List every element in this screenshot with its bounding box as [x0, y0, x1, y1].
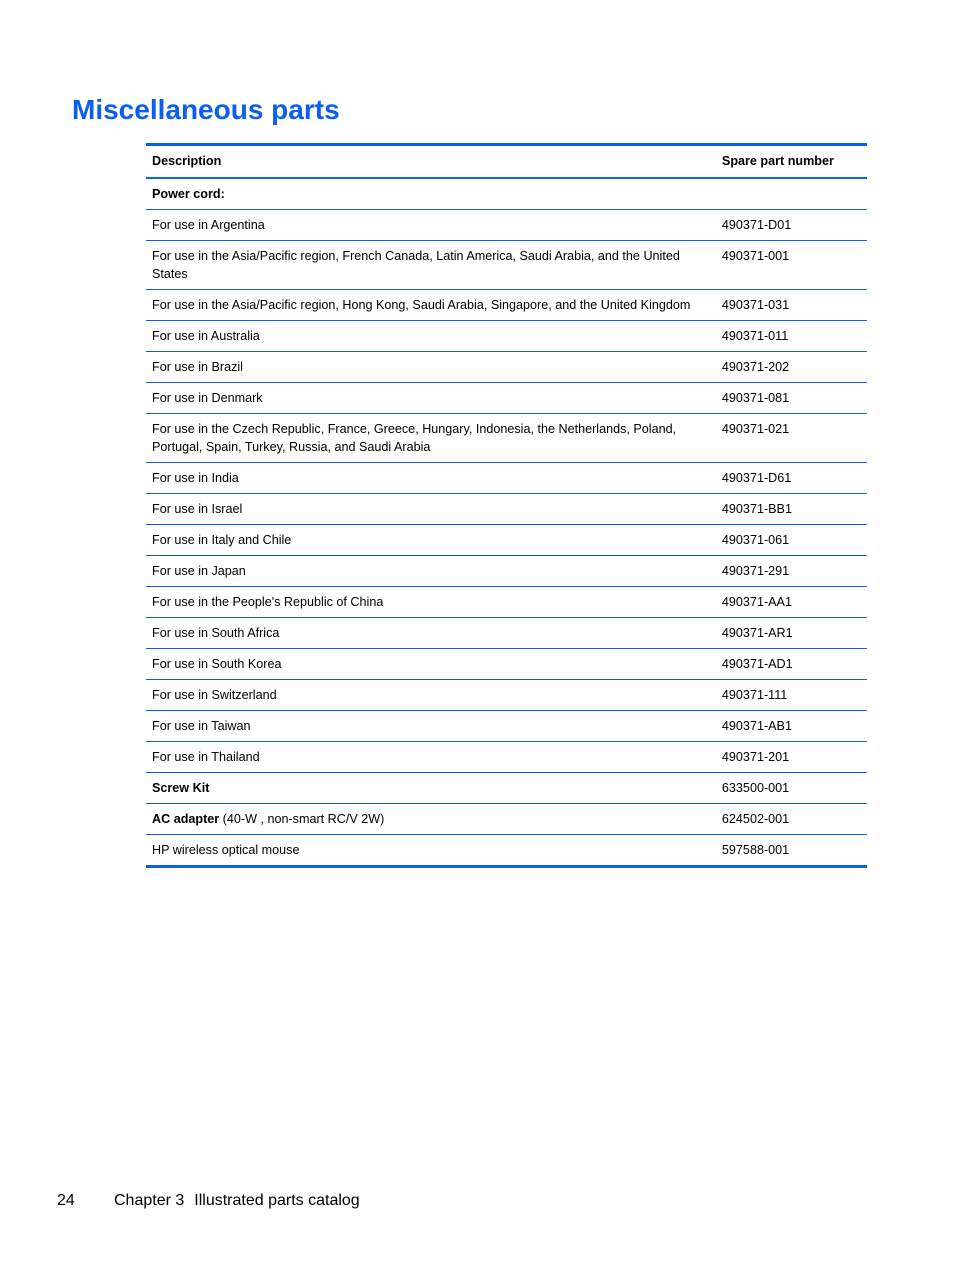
table-row — [146, 835, 867, 867]
cell-spare-part-number: 490371-AD1 — [716, 649, 867, 680]
cell-description — [146, 556, 716, 587]
description-bold-label: Power cord: — [152, 187, 225, 201]
cell-spare-part-number: 490371-001 — [716, 241, 867, 290]
description-text: For use in India — [152, 471, 239, 485]
table-row — [146, 556, 867, 587]
description-text: For use in the People's Republic of China — [152, 595, 384, 609]
table-row — [146, 742, 867, 773]
page-number: 24 — [57, 1192, 75, 1209]
cell-spare-part-number: 490371-081 — [716, 383, 867, 414]
cell-description — [146, 463, 716, 494]
cell-description — [146, 835, 716, 867]
table-row — [146, 383, 867, 414]
cell-spare-part-number: 490371-BB1 — [716, 494, 867, 525]
table-row — [146, 494, 867, 525]
description-text: For use in the Asia/Pacific region, French Canada, Latin America, Saudi Arabia, and the United States — [152, 249, 680, 281]
cell-description — [146, 241, 716, 290]
table-row — [146, 680, 867, 711]
table-body — [146, 178, 867, 867]
cell-spare-part-number: 597588-001 — [716, 835, 867, 867]
cell-spare-part-number: 490371-AA1 — [716, 587, 867, 618]
description-text: HP wireless optical mouse — [152, 843, 300, 857]
table-row — [146, 241, 867, 290]
table-row — [146, 210, 867, 241]
description-text: (40-W , non-smart RC/V 2W) — [219, 812, 385, 826]
column-header-description: Description — [152, 154, 222, 168]
cell-description — [146, 178, 716, 210]
page-footer — [57, 1191, 360, 1211]
table-header-row — [146, 145, 867, 179]
cell-description — [146, 711, 716, 742]
cell-spare-part-number: 490371-111 — [716, 680, 867, 711]
cell-description — [146, 494, 716, 525]
table-row — [146, 587, 867, 618]
page-title: Miscellaneous parts — [72, 94, 340, 125]
description-text: For use in Brazil — [152, 360, 243, 374]
column-header-spare-part-number: Spare part number — [721, 154, 834, 168]
table-row — [146, 352, 867, 383]
cell-spare-part-number: 490371-061 — [716, 525, 867, 556]
description-text: For use in Switzerland — [152, 688, 277, 702]
table-row — [146, 463, 867, 494]
chapter-label: Chapter 3 — [114, 1192, 185, 1209]
table-row — [146, 525, 867, 556]
cell-spare-part-number: 490371-AR1 — [716, 618, 867, 649]
cell-spare-part-number: 490371-031 — [716, 290, 867, 321]
cell-description — [146, 210, 716, 241]
table-row — [146, 290, 867, 321]
description-text: For use in Denmark — [152, 391, 263, 405]
table-header — [146, 145, 867, 179]
table-row — [146, 649, 867, 680]
cell-description — [146, 742, 716, 773]
description-text: For use in South Korea — [152, 657, 282, 671]
description-text: For use in Israel — [152, 502, 243, 516]
table-row — [146, 618, 867, 649]
table-row — [146, 414, 867, 463]
cell-spare-part-number: 490371-202 — [716, 352, 867, 383]
cell-description — [146, 680, 716, 711]
parts-table — [146, 143, 867, 868]
description-text: For use in Australia — [152, 329, 260, 343]
cell-spare-part-number: 490371-D01 — [716, 210, 867, 241]
cell-description — [146, 618, 716, 649]
description-text: For use in Taiwan — [152, 719, 251, 733]
cell-description — [146, 525, 716, 556]
description-text: For use in the Czech Republic, France, Greece, Hungary, Indonesia, the Netherlands, Poland, Portugal, Spain, Turkey, Russia, and Saudi Arabia — [152, 422, 677, 454]
cell-spare-part-number: 490371-AB1 — [716, 711, 867, 742]
cell-description — [146, 321, 716, 352]
cell-description — [146, 352, 716, 383]
table-row — [146, 178, 867, 210]
cell-description — [146, 414, 716, 463]
table-row — [146, 804, 867, 835]
cell-spare-part-number: 490371-011 — [716, 321, 867, 352]
cell-description — [146, 804, 716, 835]
description-bold-label: AC adapter — [152, 812, 220, 826]
table-row — [146, 773, 867, 804]
table-row — [146, 321, 867, 352]
cell-spare-part-number: 633500-001 — [716, 773, 867, 804]
cell-spare-part-number: 490371-021 — [716, 414, 867, 463]
cell-spare-part-number — [716, 178, 867, 210]
description-text: For use in South Africa — [152, 626, 280, 640]
description-bold-label: Screw Kit — [152, 781, 210, 795]
cell-description — [146, 773, 716, 804]
cell-spare-part-number: 490371-291 — [716, 556, 867, 587]
cell-spare-part-number: 490371-201 — [716, 742, 867, 773]
cell-spare-part-number: 490371-D61 — [716, 463, 867, 494]
cell-spare-part-number: 624502-001 — [716, 804, 867, 835]
cell-description — [146, 649, 716, 680]
chapter-title: Illustrated parts catalog — [194, 1192, 360, 1209]
cell-description — [146, 383, 716, 414]
description-text: For use in Japan — [152, 564, 246, 578]
cell-description — [146, 290, 716, 321]
description-text: For use in Argentina — [152, 218, 265, 232]
cell-description — [146, 587, 716, 618]
table-row — [146, 711, 867, 742]
description-text: For use in Italy and Chile — [152, 533, 292, 547]
description-text: For use in the Asia/Pacific region, Hong Kong, Saudi Arabia, Singapore, and the United Kingdom — [152, 298, 691, 312]
description-text: For use in Thailand — [152, 750, 260, 764]
